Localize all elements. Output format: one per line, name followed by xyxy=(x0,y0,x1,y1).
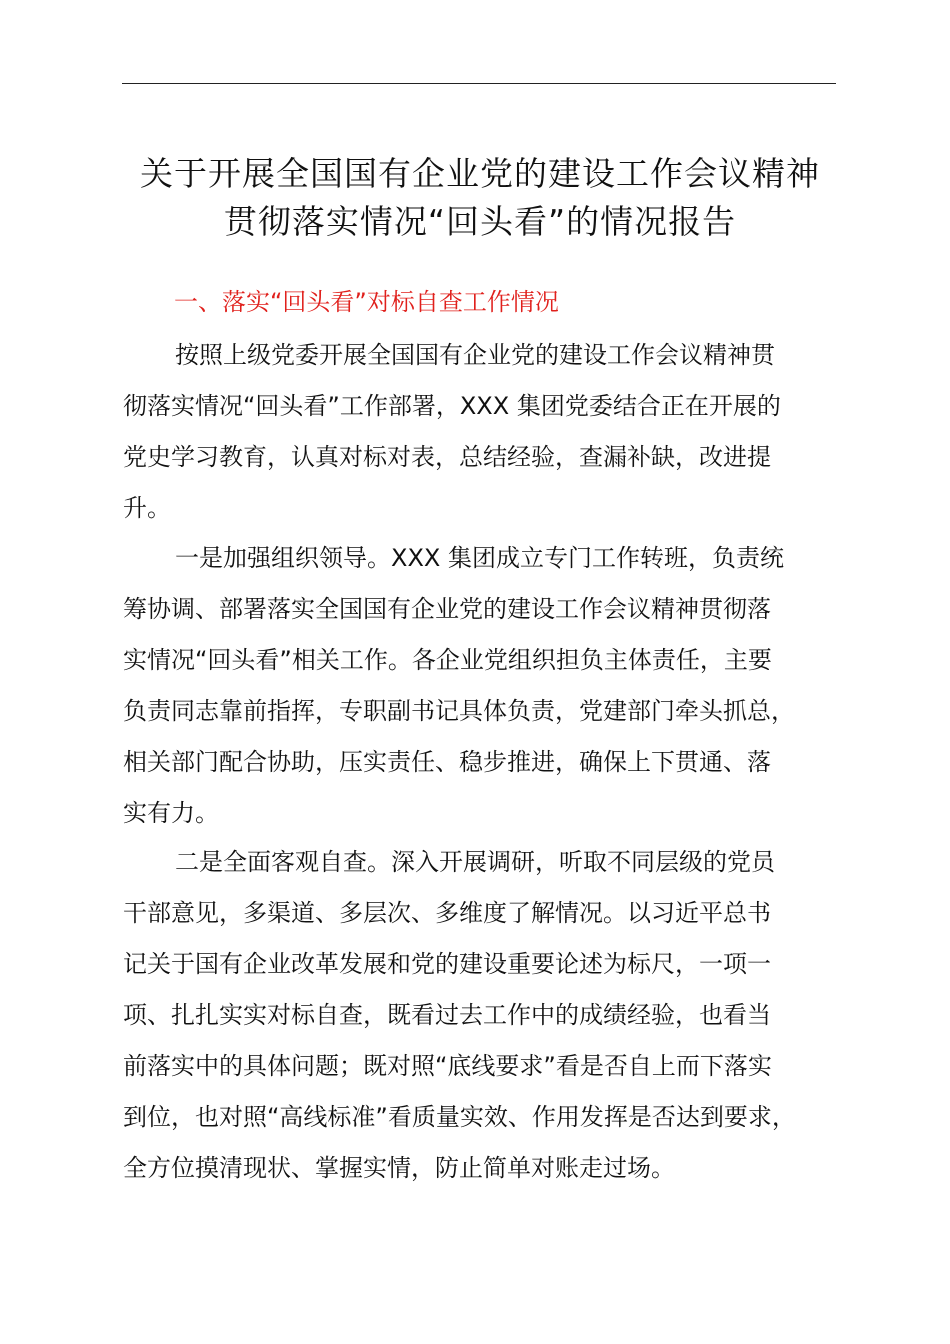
paragraph-line: 一是加强组织领导。XXX 集团成立专门工作转班，负责统 xyxy=(175,544,784,572)
title-line-2: 贯彻落实情况“回头看”的情况报告 xyxy=(223,202,737,241)
paragraph-line: 前落实中的具体问题；既对照“底线要求”看是否自上而下落实 xyxy=(123,1052,772,1080)
title-line-1: 关于开展全国国有企业党的建设工作会议精神 xyxy=(140,154,820,193)
paragraph-1 xyxy=(123,330,845,534)
paragraph-line: 全方位摸清现状、掌握实情，防止简单对账走过场。 xyxy=(123,1154,675,1182)
paragraph-line: 按照上级党委开展全国国有企业党的建设工作会议精神贯 xyxy=(175,341,775,369)
header-rule xyxy=(122,83,836,84)
section-heading: 一、落实“回头看”对标自查工作情况 xyxy=(174,288,559,316)
paragraph-line: 记关于国有企业改革发展和党的建设重要论述为标尺，一项一 xyxy=(123,950,771,978)
paragraph-line: 彻落实情况“回头看”工作部署，XXX 集团党委结合正在开展的 xyxy=(123,392,781,420)
paragraph-line: 二是全面客观自查。深入开展调研，听取不同层级的党员 xyxy=(175,848,775,876)
paragraph-line: 负责同志靠前指挥，专职副书记具体负责，党建部门牵头抓总， xyxy=(123,697,795,725)
paragraph-line: 相关部门配合协助，压实责任、稳步推进，确保上下贯通、落 xyxy=(123,748,771,776)
paragraph-line: 项、扎扎实实对标自查，既看过去工作中的成绩经验，也看当 xyxy=(123,1001,771,1029)
paragraph-line: 升。 xyxy=(123,494,171,522)
paragraph-3 xyxy=(123,837,845,1194)
document-title xyxy=(110,150,850,246)
paragraph-line: 党史学习教育，认真对标对表，总结经验，查漏补缺，改进提 xyxy=(123,443,771,471)
paragraph-line: 干部意见，多渠道、多层次、多维度了解情况。以习近平总书 xyxy=(123,899,771,927)
paragraph-line: 实情况“回头看”相关工作。各企业党组织担负主体责任，主要 xyxy=(123,646,772,674)
paragraph-line: 到位，也对照“高线标准”看质量实效、作用发挥是否达到要求， xyxy=(123,1103,796,1131)
paragraph-line: 实有力。 xyxy=(123,799,219,827)
paragraph-2 xyxy=(123,533,845,839)
paragraph-line: 筹协调、部署落实全国国有企业党的建设工作会议精神贯彻落 xyxy=(123,595,771,623)
